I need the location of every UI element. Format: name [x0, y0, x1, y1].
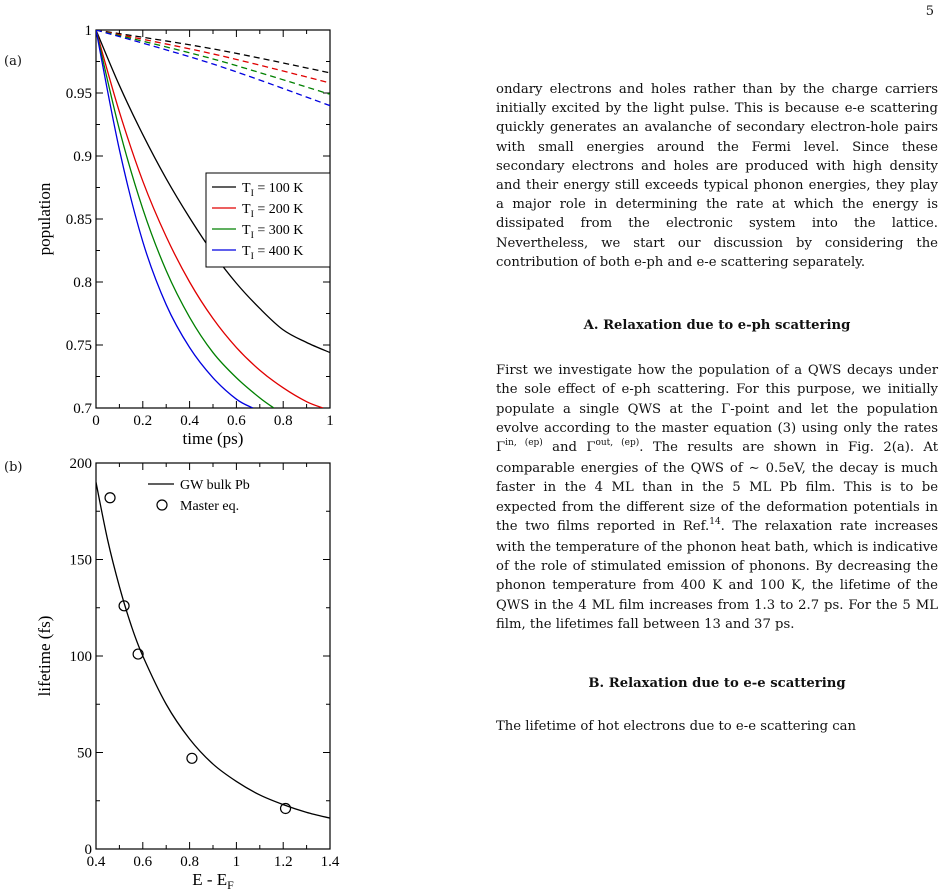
- x-tick-label: 1.4: [320, 854, 340, 870]
- y-tick-label: 0.9: [73, 149, 92, 165]
- dashed-series-line: [96, 30, 330, 83]
- legend-label: GW bulk Pb: [180, 478, 250, 493]
- x-tick-label: 0.4: [180, 413, 199, 429]
- x-tick-label: 0.6: [227, 413, 246, 429]
- paragraph-3: The lifetime of hot electrons due to e-e scattering can: [496, 719, 856, 735]
- x-tick-label: 0.2: [133, 413, 153, 429]
- x-tick-label: 1.2: [273, 854, 293, 870]
- paragraph-1: ondary electrons and holes rather than by the charge carriers initially excited by the light pulse. This is because e-e scattering quickly generates an avalanche of secondary electron-hole pairs with small energies around the Fermi level. Since these secondary electrons and holes are produced with high density and their energy still exceeds typical phonon energies, they play a major role in determining the rate at which the energy is dissipated from the electronic system into the lattice. Nevertheless, we start our discussion by considering the contribution of both e-ph and e-e scattering separately.: [496, 82, 938, 270]
- y-tick-label: 0: [84, 842, 92, 858]
- x-tick-label: 0.4: [86, 854, 106, 870]
- dashed-series-line: [96, 30, 330, 106]
- y-tick-label: 0.8: [73, 275, 92, 291]
- x-tick-label: 0.6: [133, 854, 153, 870]
- series-line: [96, 482, 330, 818]
- legend-label: $T_I = 200$ K: [242, 202, 304, 220]
- paragraph-2: [496, 361, 938, 634]
- paragraph-2-part-a: First we investigate how the population of a QWS decays under the sole effect of e-ph scattering. For this purpose, we initially populate a single QWS at the Γ-point and let the population evolve according to the master equation (3) using only the rates Γ: [496, 363, 938, 456]
- data-point-master-eq: [105, 493, 115, 503]
- section-heading-a: A. Relaxation due to e-ph scattering: [583, 318, 851, 334]
- y-tick-label: 200: [69, 456, 92, 472]
- dashed-series-line: [96, 30, 330, 94]
- paragraph-2-part-b: and Γ: [542, 440, 596, 456]
- figure-panel-a: [0, 0, 480, 450]
- x-tick-label: 0.8: [180, 854, 199, 870]
- legend-label: $T_I = 400$ K: [242, 244, 304, 262]
- x-tick-label: 0.8: [273, 413, 293, 429]
- paragraph-2-part-d: . The relaxation rate increases with the temperature of the phonon heat bath, which is indicative of the role of stimulated emission of phonons. By decreasing the phonon temperature from 400 K and 100 K, the lifetime of the QWS in the 4 ML film increases from 1.3 to 2.7 ps. For the 5 ML film, the lifetimes fall between 13 and 37 ps.: [496, 518, 938, 632]
- plot-frame: [96, 463, 330, 849]
- y-tick-label: 1: [84, 23, 92, 39]
- x-tick-label: 1: [232, 854, 241, 870]
- rate-out-superscript: out, (ep): [595, 438, 640, 449]
- page-number: 5: [925, 4, 934, 19]
- reference-superscript: 14: [709, 516, 721, 527]
- y-axis-label: population: [35, 182, 54, 256]
- text-column: [496, 80, 938, 736]
- plot-area: [96, 482, 330, 818]
- legend-label: $T_I = 300$ K: [242, 223, 304, 241]
- y-tick-label: 150: [69, 552, 92, 569]
- paragraph-2-part-c: . The results are shown in Fig. 2(a). At comparable energies of the QWS of ∼ 0.5eV, the decay is much faster in the 4 ML than in the 5 ML Pb film. This is to be expected from the different size of the deformation potentials in the two films reported in Ref.: [496, 440, 938, 534]
- y-tick-label: 0.75: [65, 338, 92, 354]
- y-axis-label: lifetime (fs): [35, 615, 54, 697]
- panel-b-label: (b): [4, 460, 23, 475]
- x-axis-label: time (ps): [182, 429, 244, 448]
- data-point-master-eq: [187, 753, 197, 763]
- y-tick-label: 100: [69, 649, 92, 665]
- y-tick-label: 0.7: [73, 401, 92, 417]
- x-tick-label: 1: [326, 413, 334, 429]
- legend-label: $T_I = 100$ K: [242, 181, 304, 199]
- y-tick-label: 50: [77, 745, 92, 762]
- section-heading-b: B. Relaxation due to e-e scattering: [588, 676, 846, 692]
- x-tick-label: 0: [92, 413, 100, 429]
- figure-panel-b: [0, 450, 480, 893]
- y-tick-label: 0.95: [65, 86, 92, 102]
- legend-label: Master eq.: [180, 499, 240, 514]
- y-tick-label: 0.85: [65, 212, 92, 228]
- x-axis-label: E - $E_F$: [192, 870, 234, 892]
- legend-marker: [157, 500, 167, 510]
- panel-a-label: (a): [4, 54, 22, 69]
- rate-in-superscript: in, (ep): [505, 438, 543, 449]
